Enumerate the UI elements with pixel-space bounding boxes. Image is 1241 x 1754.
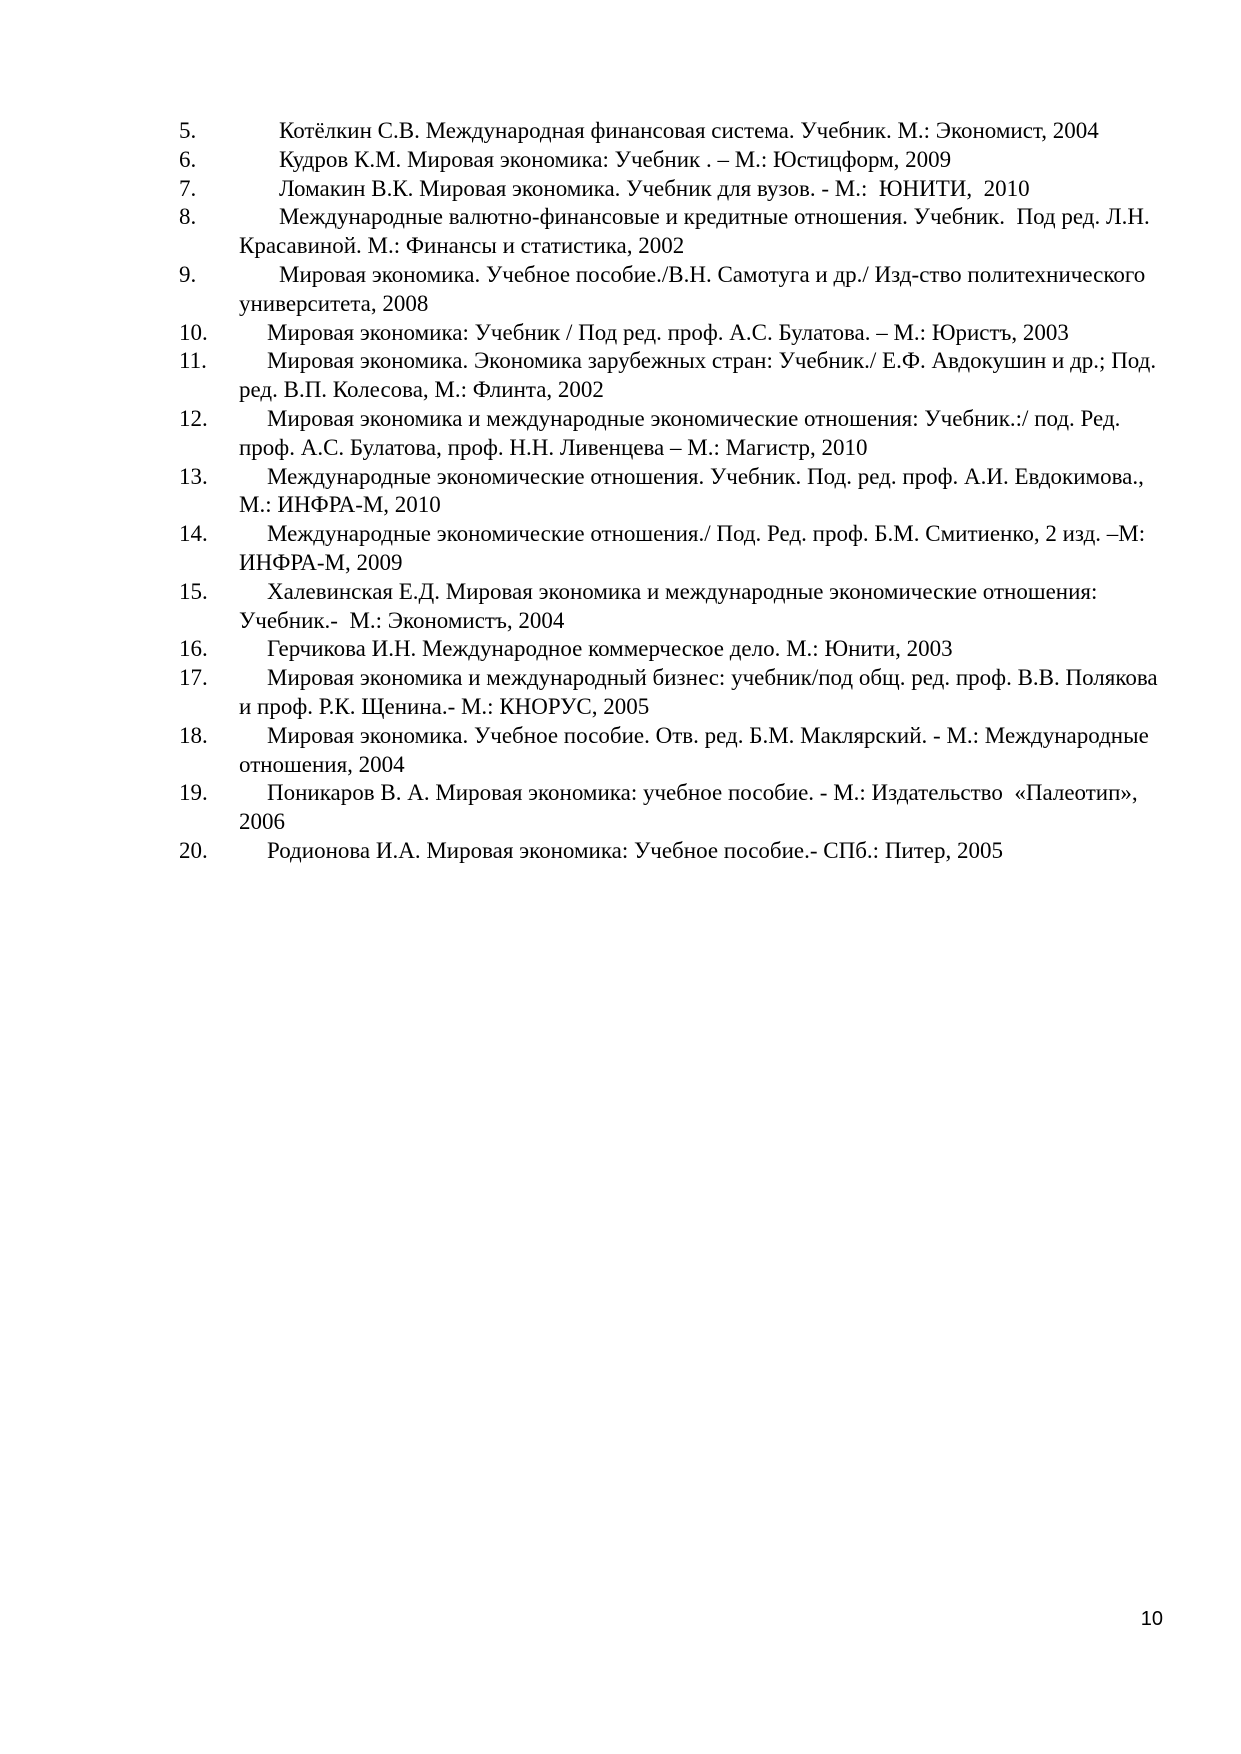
reference-item <box>179 463 1159 521</box>
reference-text: Герчикова И.Н. Международное коммерческое дело. М.: Юнити, 2003 <box>267 636 953 662</box>
reference-item <box>179 117 1159 146</box>
page-number: 10 <box>1140 1608 1163 1630</box>
reference-number: 5. <box>179 118 197 143</box>
reference-number: 12. <box>179 405 208 431</box>
reference-item <box>179 146 1159 175</box>
reference-text: Кудров К.М. Мировая экономика: Учебник . – М.: Юстицформ, 2009 <box>279 146 952 172</box>
reference-number: 17. <box>179 665 208 691</box>
reference-number: 16. <box>179 636 208 662</box>
reference-number: 18. <box>179 722 208 748</box>
reference-list <box>179 117 1164 866</box>
reference-number: 11. <box>179 348 207 374</box>
reference-text: Халевинская Е.Д. Мировая экономика и международные экономические отношения: Учебник.- М.: Экономистъ, 2004 <box>239 578 1104 633</box>
reference-text: Котёлкин С.В. Международная финансовая система. Учебник. М.: Экономист, 2004 <box>279 118 1099 143</box>
reference-item <box>179 175 1159 204</box>
reference-number: 10. <box>179 319 208 345</box>
reference-number: 20. <box>179 837 208 863</box>
reference-text: Мировая экономика: Учебник / Под ред. проф. А.С. Булатова. – М.: Юристъ, 2003 <box>267 319 1069 345</box>
reference-number: 9. <box>179 261 197 287</box>
reference-item <box>179 664 1164 722</box>
reference-item <box>179 261 1159 319</box>
reference-text: Поникаров В. А. Мировая экономика: учебное пособие. - М.: Издательство «Палеотип», 2006 <box>239 780 1144 835</box>
reference-item <box>179 578 1159 636</box>
reference-text: Мировая экономика. Учебное пособие./В.Н. Самотуга и др./ Изд-ство политехнического университета, 2008 <box>239 261 1151 316</box>
reference-item <box>179 319 1159 348</box>
reference-text: Международные валютно-финансовые и кредитные отношения. Учебник. Под ред. Л.Н. Красавиной. М.: Финансы и статистика, 2002 <box>239 204 1156 259</box>
reference-number: 15. <box>179 578 208 604</box>
reference-item <box>179 779 1159 837</box>
reference-number: 7. <box>179 175 197 201</box>
reference-item <box>179 635 1159 664</box>
reference-item <box>179 837 1159 866</box>
reference-number: 13. <box>179 463 208 489</box>
reference-item <box>179 347 1162 405</box>
reference-item <box>179 203 1159 261</box>
reference-text: Родионова И.А. Мировая экономика: Учебное пособие.- СПб.: Питер, 2005 <box>267 837 1003 863</box>
reference-number: 14. <box>179 521 208 547</box>
reference-text: Международные экономические отношения./ Под. Ред. проф. Б.М. Смитиенко, 2 изд. –М: ИНФРА-М, 2009 <box>239 521 1151 575</box>
reference-text: Мировая экономика. Экономика зарубежных стран: Учебник./ Е.Ф. Авдокушин и др.; Под. ред. В.П. Колесова, М.: Флинта, 2002 <box>239 348 1162 403</box>
reference-text: Мировая экономика и международный бизнес: учебник/под общ. ред. проф. В.В. Полякова и проф. Р.К. Щенина.- М.: КНОРУС, 2005 <box>239 665 1164 719</box>
reference-text: Международные экономические отношения. Учебник. Под. ред. проф. А.И. Евдокимова., М.: ИНФРА-М, 2010 <box>239 463 1150 518</box>
reference-number: 8. <box>179 204 197 230</box>
reference-number: 6. <box>179 146 197 172</box>
reference-text: Мировая экономика. Учебное пособие. Отв. ред. Б.М. Маклярский. - М.: Международные отношения, 2004 <box>239 722 1155 777</box>
reference-text: Мировая экономика и международные экономические отношения: Учебник.:/ под. Ред. проф. А.С. Булатова, проф. Н.Н. Ливенцева – М.: Магистр, 2010 <box>239 405 1127 460</box>
reference-item <box>179 722 1159 780</box>
reference-item <box>179 405 1159 463</box>
reference-item <box>179 520 1159 578</box>
reference-number: 19. <box>179 780 208 806</box>
reference-text: Ломакин В.К. Мировая экономика. Учебник для вузов. - М.: ЮНИТИ, 2010 <box>279 175 1030 201</box>
